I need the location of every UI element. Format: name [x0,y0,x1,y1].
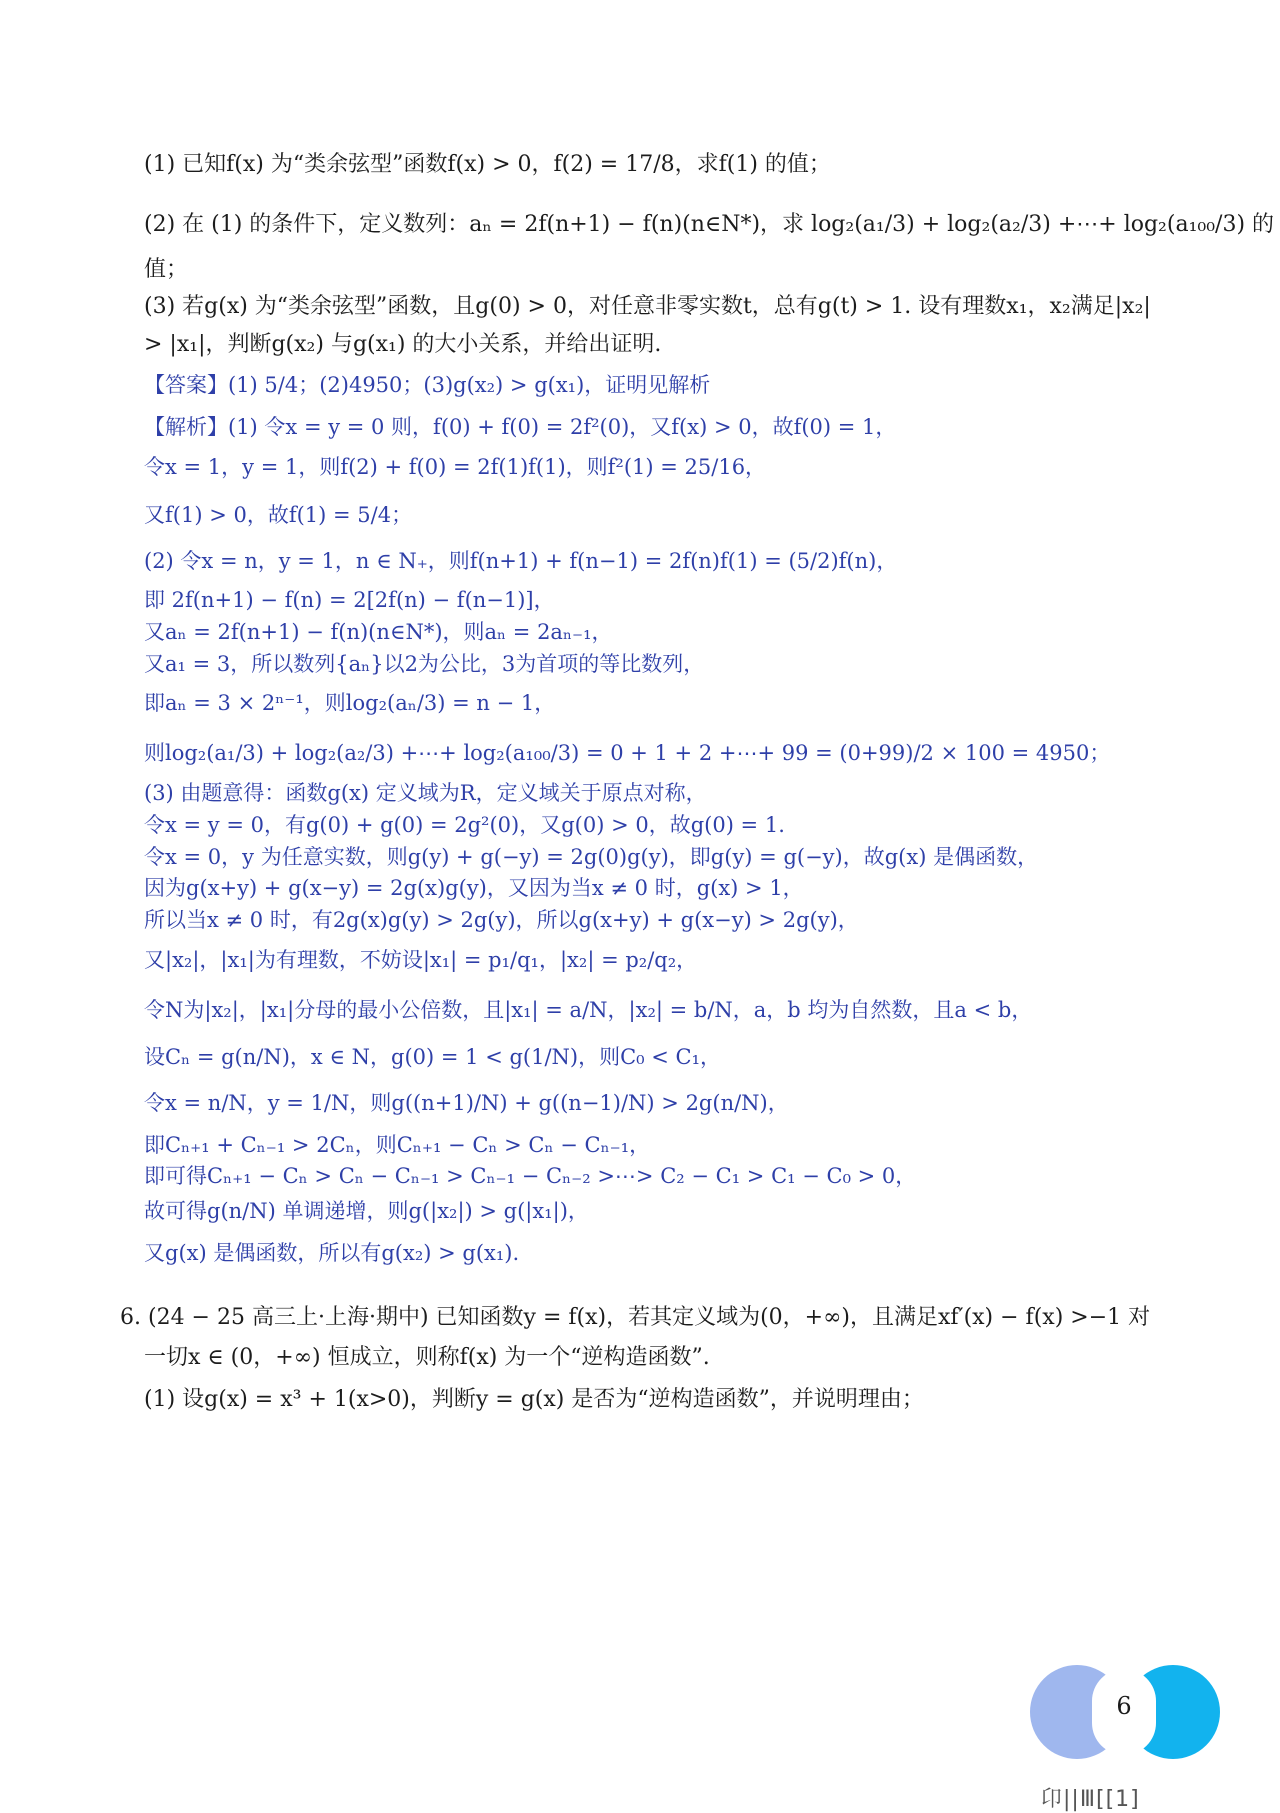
solution-line-16: 令N为|x₂|，|x₁|分母的最小公倍数，且|x₁| = a/N，|x₂| = b/N，a，b 均为自然数，且a < b， [144,998,1033,1022]
solution-line-22: 又g(x) 是偶函数，所以有g(x₂) > g(x₁). [144,1241,520,1265]
solution-line-4: (2) 令x = n，y = 1，n ∈ N₊，则f(n+1) + f(n−1) = 2f(n)f(1) = (5/2)f(n)， [144,549,898,573]
problem-6-line-3: (1) 设g(x) = x³ + 1(x>0)，判断y = g(x) 是否为“逆构造函数”，并说明理由； [144,1387,924,1412]
watermark: 卬||Ⅲ[[1] [1040,1787,1140,1812]
solution-line-17: 设Cₙ = g(n/N)，x ∈ N，g(0) = 1 < g(1/N)，则C₀ < C₁， [144,1045,722,1069]
solution-line-18: 令x = n/N，y = 1/N，则g((n+1)/N) + g((n−1)/N) > 2g(n/N)， [144,1091,789,1115]
question-part-3: (3) 若g(x) 为“类余弦型”函数，且g(0) > 0，对任意非零实数t，总有g(t) > 1. 设有理数x₁，x₂满足|x₂| [144,294,1151,319]
solution-line-11: 令x = y = 0，有g(0) + g(0) = 2g²(0)，又g(0) > 0，故g(0) = 1. [144,813,785,837]
solution-line-7: 又a₁ = 3，所以数列{aₙ}以2为公比，3为首项的等比数列， [144,652,705,676]
solution-line-13: 因为g(x+y) + g(x−y) = 2g(x)g(y)，又因为当x ≠ 0 时，g(x) > 1， [144,876,804,900]
question-part-2-cont: 值； [144,257,189,282]
solution-line-19: 即Cₙ₊₁ + Cₙ₋₁ > 2Cₙ，则Cₙ₊₁ − Cₙ > Cₙ − Cₙ₋₁， [144,1133,651,1157]
page-number-badge [1030,1665,1220,1759]
solution-line-8: 即aₙ = 3 × 2ⁿ⁻¹，则log₂(aₙ/3) = n − 1， [144,691,556,715]
answer-line: 【答案】(1) 5/4；(2)4950；(3)g(x₂) > g(x₁)，证明见解析 [144,373,711,397]
solution-line-14: 所以当x ≠ 0 时，有2g(x)g(y) > 2g(y)，所以g(x+y) + g(x−y) > 2g(y)， [144,908,859,932]
solution-line-1: 【解析】(1) 令x = y = 0 则，f(0) + f(0) = 2f²(0)，又f(x) > 0，故f(0) = 1， [144,415,897,439]
solution-line-21: 故可得g(n/N) 单调递增，则g(|x₂|) > g(|x₁|)， [144,1199,589,1223]
problem-6-line-2: 一切x ∈ (0，+∞) 恒成立，则称f(x) 为一个“逆构造函数”. [144,1345,710,1370]
solution-line-15: 又|x₂|，|x₁|为有理数，不妨设|x₁| = p₁/q₁，|x₂| = p₂/q₂， [144,948,698,972]
solution-line-5: 即 2f(n+1) − f(n) = 2[2f(n) − f(n−1)]， [144,588,555,612]
question-part-3-cont: > |x₁|，判断g(x₂) 与g(x₁) 的大小关系，并给出证明. [144,332,662,357]
solution-line-9: 则log₂(a₁/3) + log₂(a₂/3) +⋯+ log₂(a₁₀₀/3) = 0 + 1 + 2 +⋯+ 99 = (0+99)/2 × 100 = 4950； [144,741,1111,765]
solution-line-2: 令x = 1，y = 1，则f(2) + f(0) = 2f(1)f(1)，则f²(1) = 25/16， [144,455,767,479]
question-part-1: (1) 已知f(x) 为“类余弦型”函数f(x) > 0，f(2) = 17/8，求f(1) 的值； [144,152,831,177]
question-part-2: (2) 在 (1) 的条件下，定义数列：aₙ = 2f(n+1) − f(n)(n∈N*)，求 log₂(a₁/3) + log₂(a₂/3) +⋯+ log₂(a₁₀₀/3) 的 [144,212,1275,237]
solution-line-3: 又f(1) > 0，故f(1) = 5/4； [144,503,413,527]
solution-line-12: 令x = 0，y 为任意实数，则g(y) + g(−y) = 2g(0)g(y)，即g(y) = g(−y)，故g(x) 是偶函数， [144,845,1039,869]
problem-6-line-1: 6. (24 − 25 高三上·上海·期中) 已知函数y = f(x)，若其定义域为(0，+∞)，且满足xf′(x) − f(x) >−1 对 [120,1305,1151,1330]
solution-line-10: (3) 由题意得：函数g(x) 定义域为R，定义域关于原点对称， [144,781,707,805]
solution-line-20: 即可得Cₙ₊₁ − Cₙ > Cₙ − Cₙ₋₁ > Cₙ₋₁ − Cₙ₋₂ >⋯> C₂ − C₁ > C₁ − C₀ > 0， [144,1164,917,1188]
page-number: 6 [1116,1692,1132,1720]
solution-line-6: 又aₙ = 2f(n+1) − f(n)(n∈N*)，则aₙ = 2aₙ₋₁， [144,620,613,644]
